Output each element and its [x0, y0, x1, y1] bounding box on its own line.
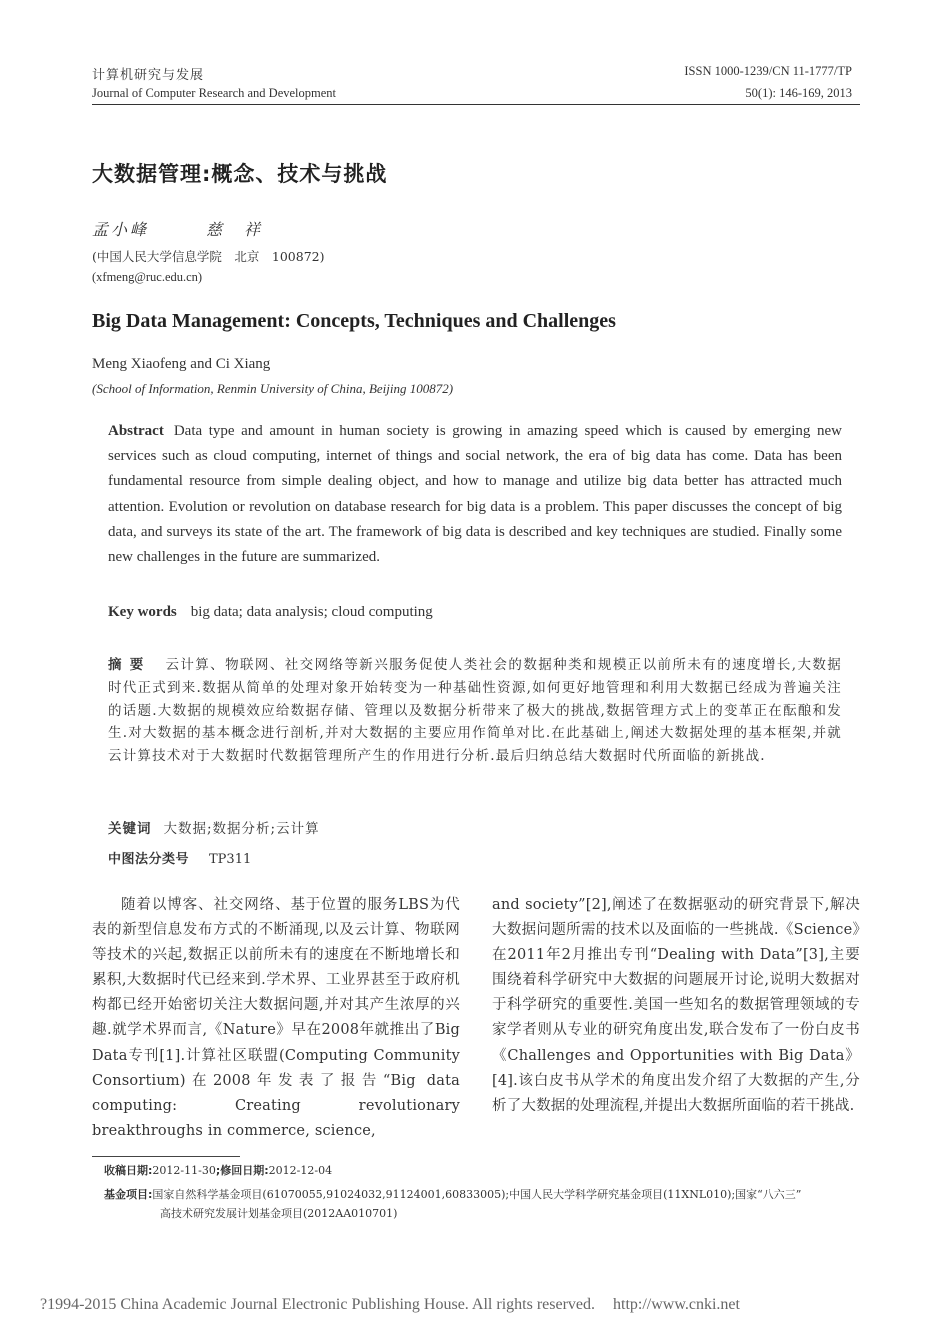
authors-cn: 孟小峰 慈 祥: [92, 220, 264, 239]
abstract-cn-label: 摘要: [108, 657, 152, 673]
authors-en: Meng Xiaofeng and Ci Xiang: [92, 356, 271, 372]
fund-line-1: 国家自然科学基金项目(61070055,91024032,91124001,60833005);中国人民大学科学研究基金项目(11XNL010);国家“八六三”: [152, 1188, 802, 1201]
footnote-rule: [92, 1156, 240, 1157]
volume-pages: 50(1): 146-169, 2013: [745, 86, 852, 100]
journal-title-cn: 计算机研究与发展: [92, 68, 205, 83]
revised-date: 2012-12-04: [268, 1164, 333, 1177]
abstract-cn-text: 云计算、物联网、社交网络等新兴服务促使人类社会的数据种类和规模正以前所未有的速度增长,大数据时代正式到来.数据从简单的处理对象开始转变为一种基础性资源,如何更好地管理和利用大数据已经成为普遍关注的话题.大数据的规模效应给数据存储、管理以及数据分析带来了极大的挑战,数据管理方式上的变革正在酝酿和发生.对大数据的基本概念进行剖析,并对大数据的主要应用作简单对比.在此基础上,阐述大数据处理的基本框架,并就云计算技术对于大数据时代数据管理所产生的作用进行分析.最后归纳总结大数据时代所面临的新挑战.: [108, 657, 843, 765]
keywords-cn-text: 大数据;数据分析;云计算: [163, 821, 320, 837]
abstract-en: [108, 419, 842, 570]
paper-title-en: Big Data Management: Concepts, Techniques and Challenges: [92, 310, 616, 332]
keywords-cn: [108, 817, 320, 837]
abstract-en-text: Data type and amount in human society is growing in amazing speed which is caused by emerging new services such as cloud computing, internet of things and social network, the era of big data has come. Data has been fundamental resource from simple dealing object, and how to manage and utilize big data better has attracted much attention. Evolution or revolution on database research for big data is a problem. This paper discusses the concept of big data, and surveys its state of the art. The framework of big data is described and key techniques are studied. Finally some new challenges in the future are summarized.: [108, 423, 842, 566]
footnote-dates: [104, 1162, 332, 1178]
clc-number: [108, 848, 251, 867]
abstract-cn: [108, 654, 842, 768]
received-label: 收稿日期:: [104, 1164, 153, 1177]
keywords-en: [108, 604, 433, 621]
author-email: (xfmeng@ruc.edu.cn): [92, 270, 203, 284]
affiliation-cn: (中国人民大学信息学院 北京 100872): [92, 249, 325, 264]
received-date: 2012-11-30: [152, 1164, 216, 1177]
keywords-cn-label: 关键词: [108, 821, 152, 837]
paper-title-cn: 大数据管理:概念、技术与挑战: [92, 162, 388, 186]
keywords-en-label: Key words: [108, 604, 177, 620]
cnki-link[interactable]: http://www.cnki.net: [613, 1296, 740, 1313]
page-footer: [40, 1296, 740, 1314]
issn: ISSN 1000-1239/CN 11-1777/TP: [684, 64, 852, 78]
body-right-column: and society”[2],阐述了在数据驱动的研究背景下,解决大数据问题所需的技术以及面临的一些挑战.《Science》在2011年2月推出专刊“Dealing with Data”[3],主要围绕着科学研究中大数据的问题展开讨论,说明大数据对于科学研究的重要性.美国一些知名的数据管理领域的专家学者则从专业的研究角度出发,联合发布了一份白皮书《Challenges and Opportunities with Big Data》[4].该白皮书从学术的角度出发介绍了大数据的产生,分析了大数据的处理流程,并提出大数据所面临的若干挑战.: [492, 897, 860, 1114]
copyright-notice: ?1994-2015 China Academic Journal Electronic Publishing House. All rights reserved.: [40, 1296, 595, 1313]
journal-title-en: Journal of Computer Research and Development: [92, 86, 337, 100]
body-left-column: 随着以博客、社交网络、基于位置的服务LBS为代表的新型信息发布方式的不断涌现,以及云计算、物联网等技术的兴起,数据正以前所未有的速度在不断地增长和累积,大数据时代已经来到.学术界、工业界甚至于政府机构都已经开始密切关注大数据问题,并对其产生浓厚的兴趣.就学术界而言,《Nature》早在2008年就推出了Big Data专刊[1].计算社区联盟(Computing Community Consortium)在2008年发表了报告“Big data computing: Creating revolutionary breakthroughs in commerce, science,: [92, 897, 460, 1139]
affiliation-en: (School of Information, Renmin University of China, Beijing 100872): [92, 381, 454, 396]
clc-label: 中图法分类号: [108, 852, 190, 867]
keywords-en-text: big data; data analysis; cloud computing: [190, 604, 433, 620]
fund-line-2: 高技术研究发展计划基金项目(2012AA010701): [160, 1207, 398, 1220]
abstract-en-label: Abstract: [108, 423, 164, 439]
revised-label: ;修回日期:: [215, 1164, 269, 1177]
fund-label: 基金项目:: [104, 1188, 153, 1201]
clc-value: TP311: [209, 852, 252, 867]
footnote-funding: [104, 1185, 864, 1223]
header-rule: [92, 104, 860, 105]
